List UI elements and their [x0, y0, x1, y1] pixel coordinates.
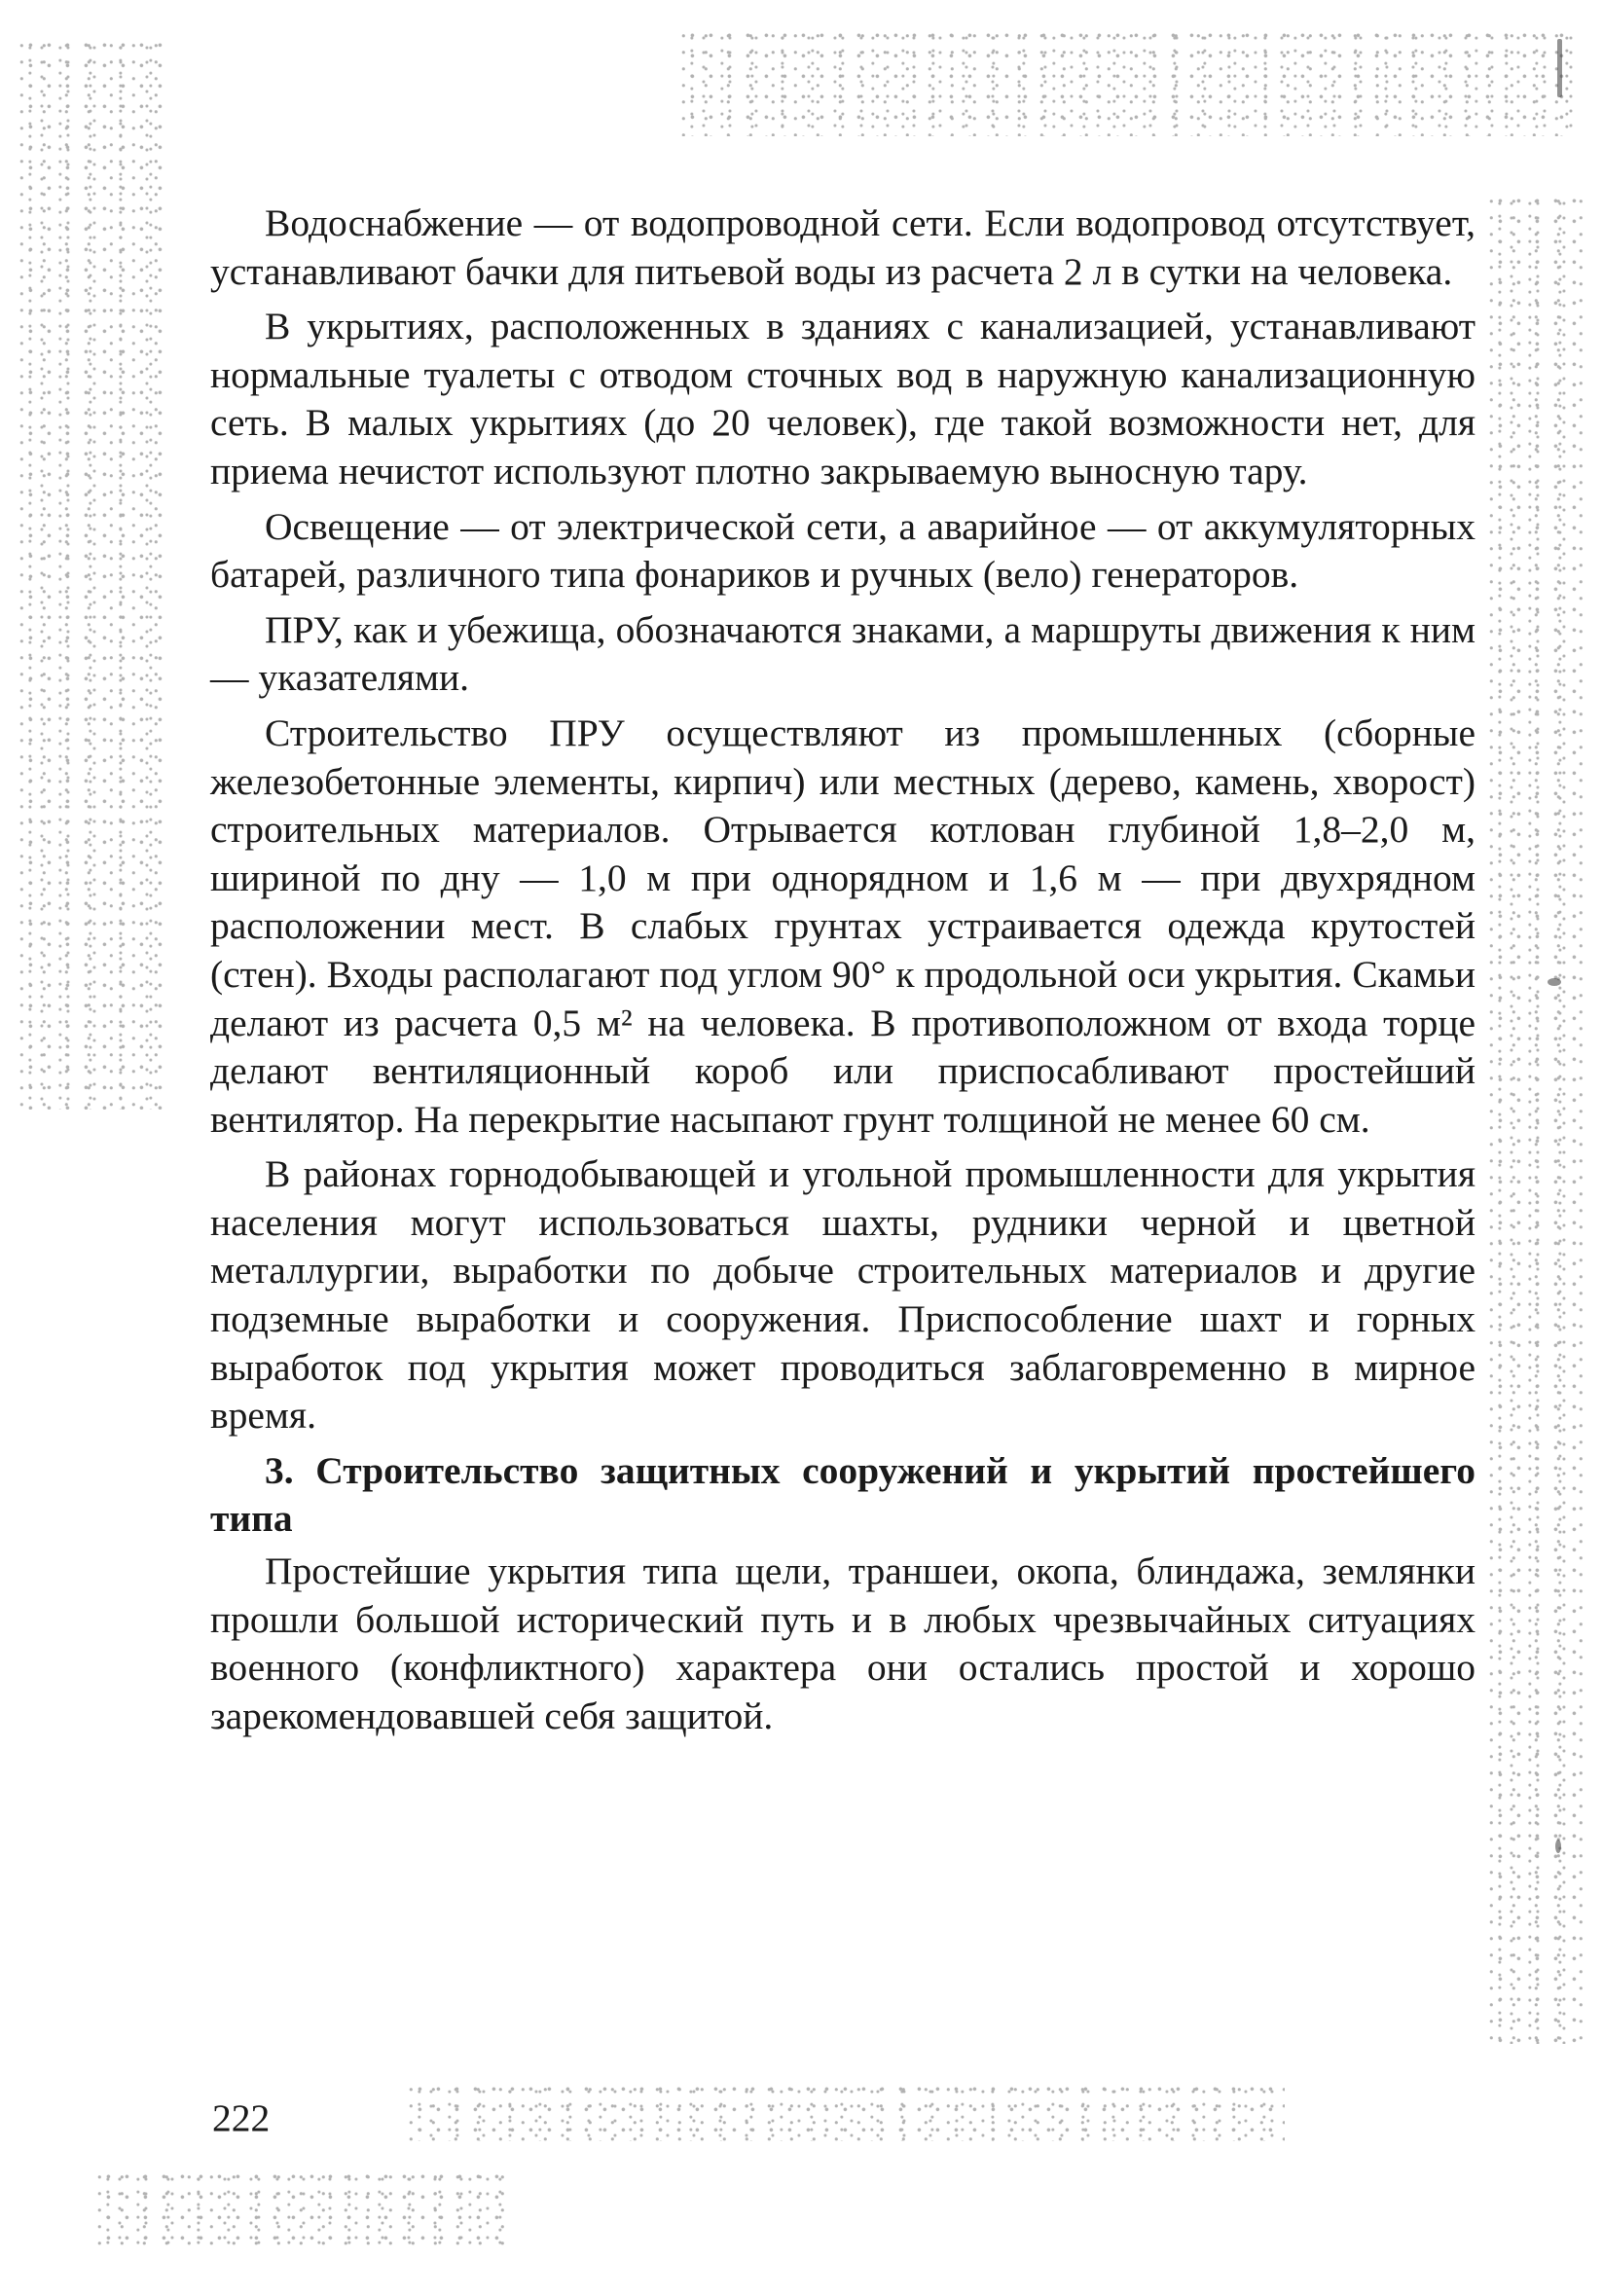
scan-noise-bottom-left — [97, 2170, 506, 2248]
scan-speck — [1548, 978, 1561, 986]
paragraph-simple-shelters: Простейшие укрытия типа щели, траншеи, окопа, блиндажа, землянки прошли большой исторический путь и в любых чрезвычайных ситуациях военного (конфликтного) характера они остались простой и хорошо зарекомендовавшей себя защитой. — [210, 1549, 1475, 1737]
section-heading: 3. Строительство защитных сооружений и укрытий простейшего типа — [210, 1448, 1475, 1541]
page-number: 222 — [212, 2096, 271, 2139]
scan-noise-right — [1489, 195, 1586, 2044]
paragraph-water-supply: Водоснабжение — от водопроводной сети. Если водопровод отсутствует, устанавливают бачки для питьевой воды из расчета 2 л в сутки на человека. — [210, 201, 1475, 293]
paragraph-sanitation: В укрытиях, расположенных в зданиях с канализацией, устанавливают нормальные туалеты с отводом сточных вод в наружную канализационную сеть. В малых укрытиях (до 20 человек), где такой возможности нет, для приема нечистот используют плотно закрываемую выносную тару. — [210, 305, 1475, 492]
scan-speck — [1555, 1840, 1561, 1853]
scan-noise-top — [681, 29, 1577, 136]
paragraph-mining-regions: В районах горнодобывающей и угольной промышленности для укрытия населения могут использоваться шахты, рудники черной и цветной металлургии, выработки по добыче строительных материалов и другие подземные выработки и сооружения. Приспособление шахт и горных выработок под укрытия может проводиться заблаговременно в мирное время. — [210, 1152, 1475, 1438]
scan-noise-bottom — [409, 2083, 1285, 2141]
paragraph-signage: ПРУ, как и убежища, обозначаются знаками, а маршруты движения к ним — указателями. — [210, 607, 1475, 700]
scan-speck — [1557, 39, 1562, 97]
paragraph-lighting: Освещение — от электрической сети, а аварийное — от аккумуляторных батарей, различного типа фонариков и ручных (вело) генераторов. — [210, 504, 1475, 597]
body-text — [210, 200, 1475, 1747]
scan-noise-left — [19, 39, 165, 1110]
paragraph-construction: Строительство ПРУ осуществляют из промышленных (сборные железобетонные элементы, кирпич) или местных (дерево, камень, хворост) строительных материалов. Отрывается котлован глубиной 1,8–2,0 м, шириной по дну — 1,0 м при однoрядном и 1,6 м — при двухрядном расположении мест. В слабых грунтах устраивается одежда крутостей (стен). Входы располагают под углом 90° к продольной оси укрытия. Скамьи делают из расчета 0,5 м² на человека. В противоположном от входа торце делают вентиляционный короб или приспосабливают простейший вентилятор. На перекрытие насыпают грунт толщиной не менее 60 см. — [210, 711, 1475, 1141]
